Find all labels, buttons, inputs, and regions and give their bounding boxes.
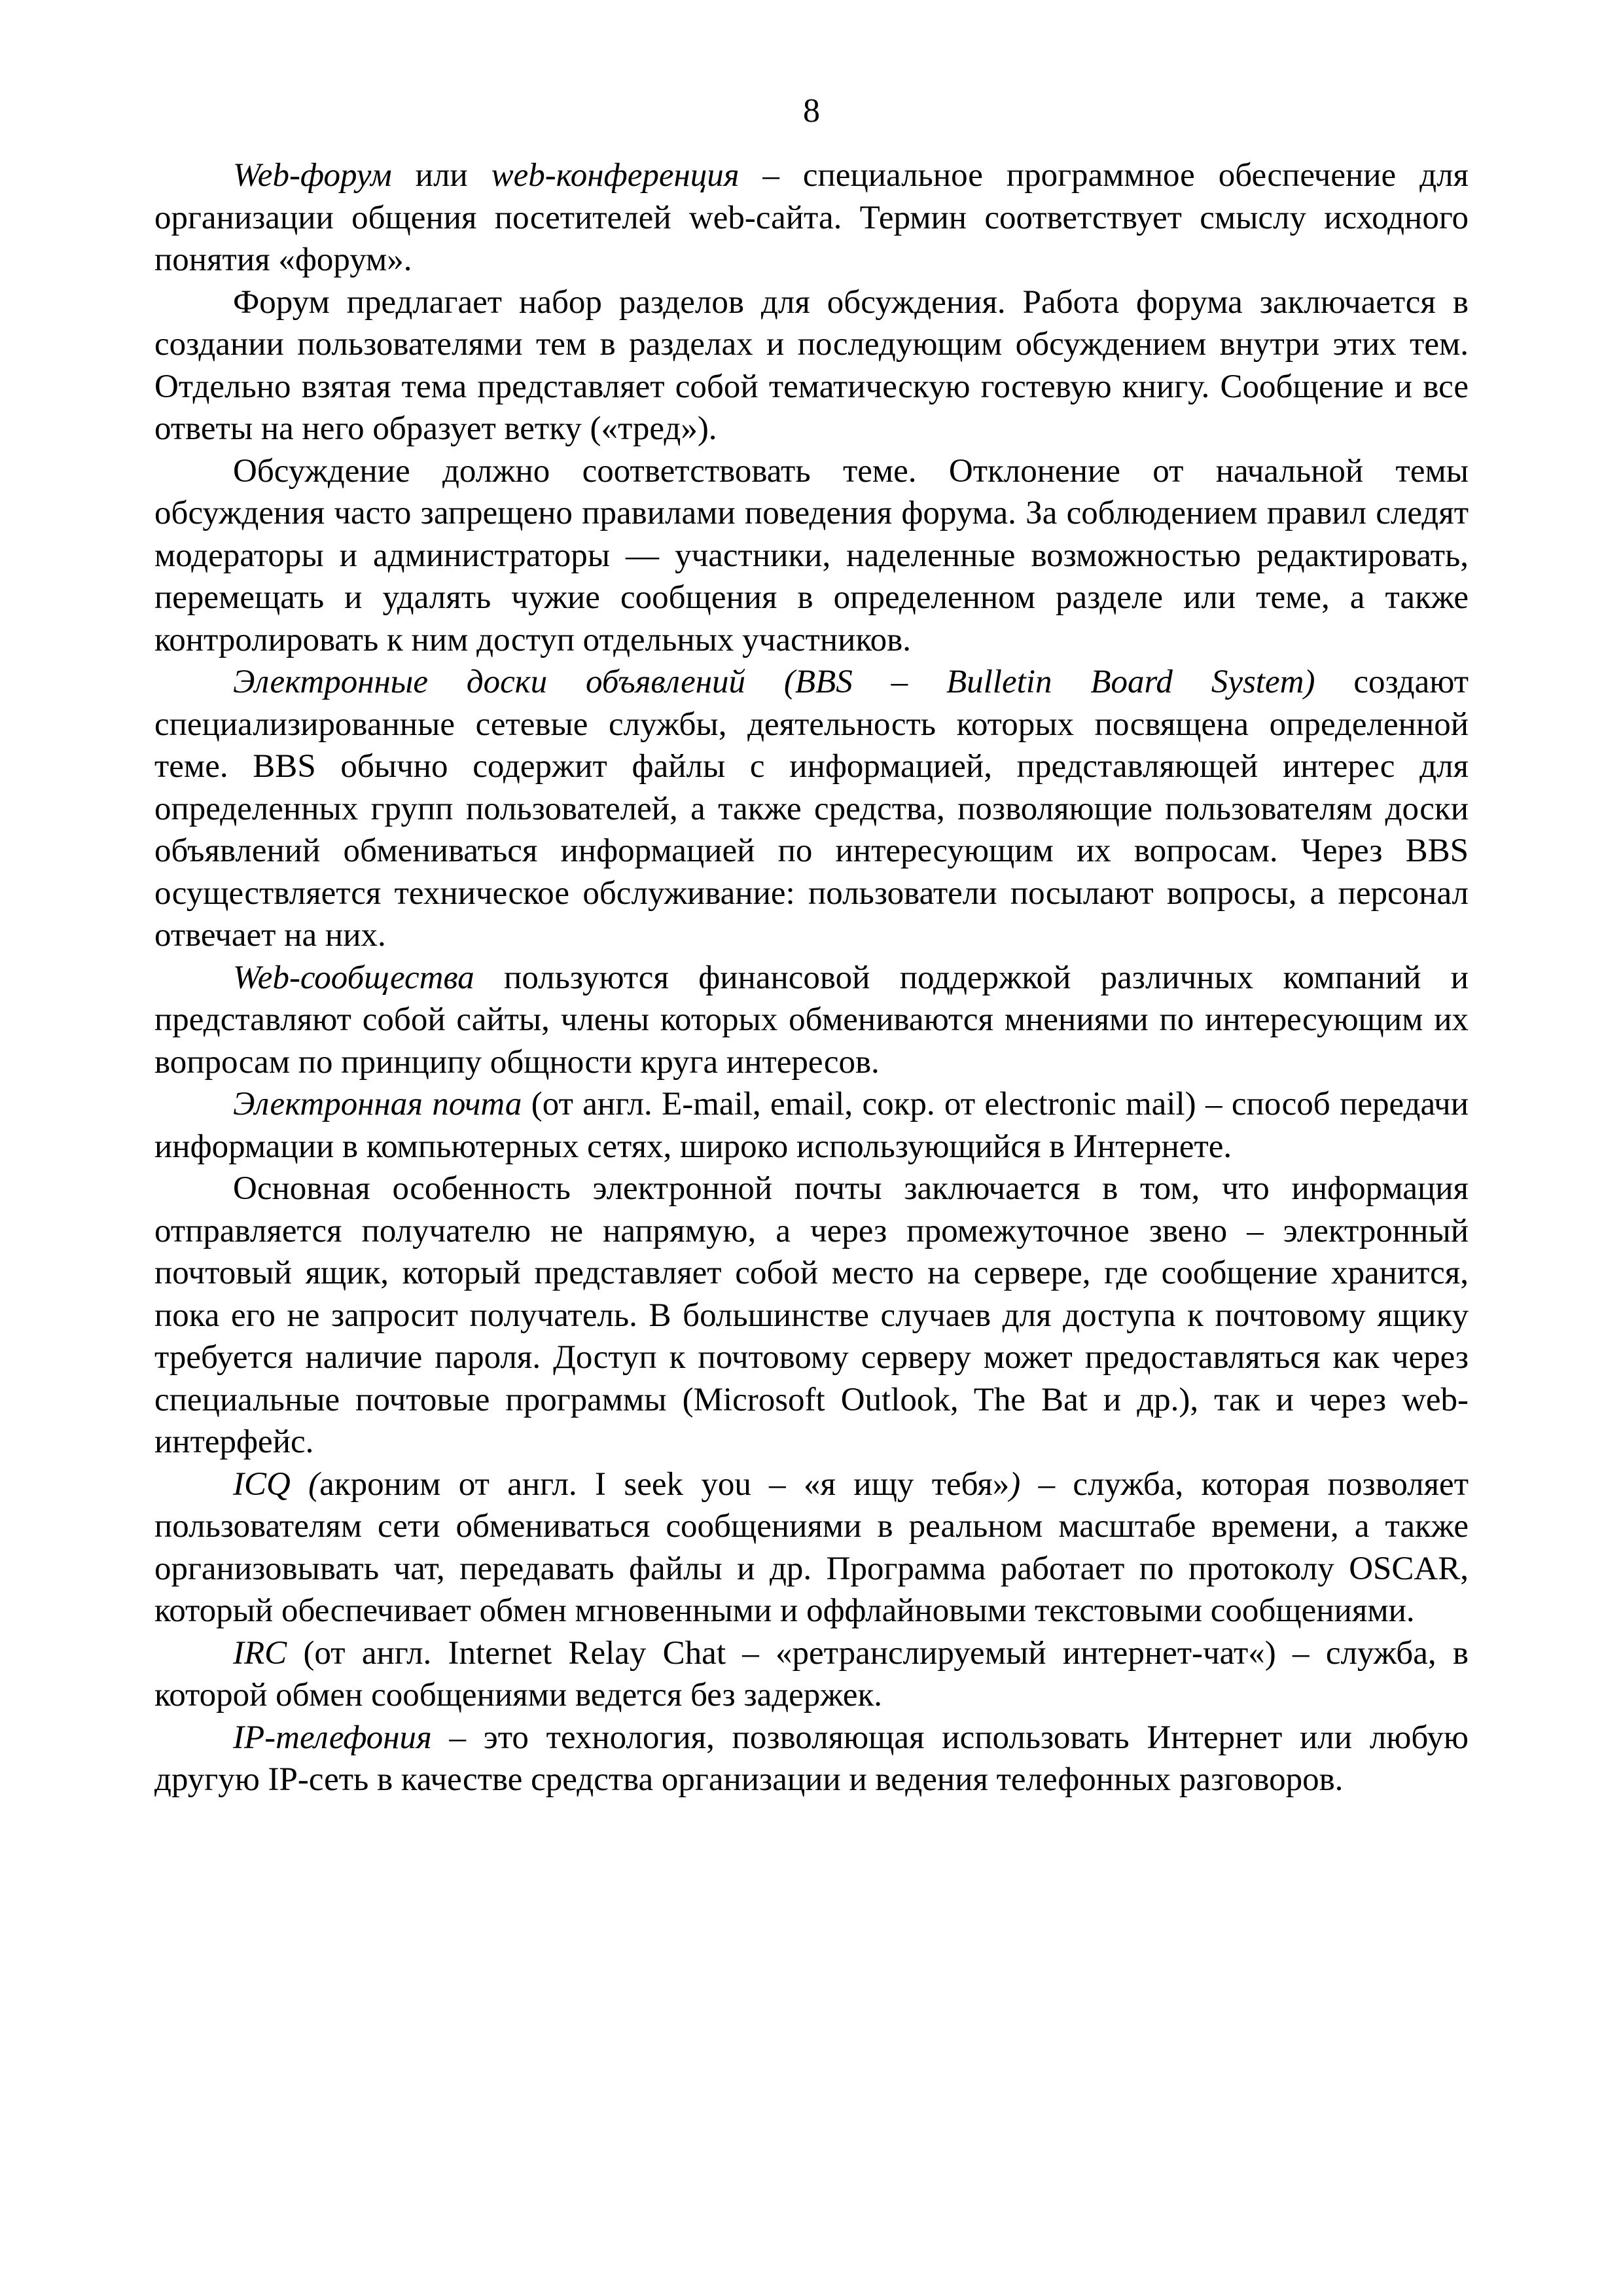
paragraph-text: Форум предлагает набор разделов для обсуждения. Работа форума заключается в создании пользователями тем в разделах и последующим обсуждением внутри этих тем. Отдельно взятая тема представляет собой тематическую гостевую книгу. Сообщение и все ответы на него образует ветку («тред»).	[154, 283, 1469, 447]
term-irc: IRC	[233, 1634, 287, 1672]
paragraph-text: – это технология, позволяющая использовать Интернет или любую другую IP-сеть в качестве средства организации и ведения телефонных разговоров.	[154, 1719, 1469, 1798]
page-number: 8	[803, 92, 820, 130]
term-ip-telephony: IP-телефония	[233, 1719, 432, 1756]
paragraph-text: – специальное программное обеспечение для организации общения посетителей web-сайта. Термин соответствует смыслу исходного понятия «форум».	[154, 157, 1469, 278]
paragraph-email	[154, 1083, 1469, 1168]
paragraph-forum-sections	[154, 281, 1469, 450]
paragraph-ip-telephony	[154, 1717, 1469, 1801]
paragraph-text: (от англ. Internet Relay Chat – «ретранслируемый интернет-чат«) – служба, в которой обмен сообщениями ведется без задержек.	[154, 1634, 1469, 1713]
paragraph-text: пользуются финансовой поддержкой различных компаний и представляют собой сайты, члены которых обмениваются мнениями по интересующим их вопросам по принципу общности круга интересов.	[154, 959, 1469, 1081]
text-body	[154, 154, 1469, 1801]
term-web-forum: Web-форум	[233, 157, 392, 194]
paragraph-email-feature	[154, 1168, 1469, 1463]
term-email: Электронная почта	[233, 1086, 522, 1122]
paragraph-forum-moderation	[154, 450, 1469, 662]
term-web-conference: web-конференция	[491, 157, 740, 194]
paragraph-text: акроним от англ. I seek you – «я ищу тебя»	[319, 1465, 1010, 1503]
paragraph-text: Основная особенность электронной почты заключается в том, что информация отправляется получателю не напрямую, а через промежуточное звено – электронный почтовый ящик, который представляет собой место на сервере, где сообщение хранится, пока его не запросит получатель. В большинстве случаев для доступа к почтовому ящику требуется наличие пароля. Доступ к почтовому серверу может предоставляться как через специальные почтовые программы (Microsoft Outlook, The Bat и др.), так и через web-интерфейс.	[154, 1170, 1469, 1460]
paragraph-text: создают специализированные сетевые службы, деятельность которых посвящена определенной теме. BBS обычно содержит файлы с информацией, представляющей интерес для определенных групп пользователей, а также средства, позволяющие пользователям доски объявлений обмениваться информацией по интересующим их вопросам. Через BBS осуществляется техническое обслуживание: пользователи посылают вопросы, а персонал отвечает на них.	[154, 664, 1469, 954]
paragraph-web-communities	[154, 957, 1469, 1084]
term-icq: ICQ (	[233, 1465, 320, 1503]
paragraph-text: (от англ. E-mail, email, сокр. от electronic mail) – способ передачи информации в компьютерных сетях, широко использующийся в Интернете.	[154, 1086, 1469, 1165]
paragraph-web-forum	[154, 154, 1469, 281]
paragraph-irc	[154, 1632, 1469, 1717]
paragraph-text: – служба, которая позволяет пользователям сети обмениваться сообщениями в реальном масштабе времени, а также организовывать чат, передавать файлы и др. Программа работает по протоколу OSCAR, который обеспечивает обмен мгновенными и оффлайновыми текстовыми сообщениями.	[154, 1465, 1469, 1629]
paragraph-bbs	[154, 661, 1469, 957]
paragraph-icq	[154, 1463, 1469, 1632]
paragraph-text: или	[391, 157, 491, 194]
term-bbs: Электронные доски объявлений (BBS – Bulletin Board System)	[233, 664, 1315, 700]
term-web-communities: Web-сообщества	[233, 959, 474, 996]
term-icq-close: )	[1009, 1465, 1021, 1503]
paragraph-text: Обсуждение должно соответствовать теме. Отклонение от начальной темы обсуждения часто запрещено правилами поведения форума. За соблюдением правил следят модераторы и администраторы — участники, наделенные возможностью редактировать, перемещать и удалять чужие сообщения в определенном разделе или теме, а также контролировать к ним доступ отдельных участников.	[154, 452, 1469, 658]
